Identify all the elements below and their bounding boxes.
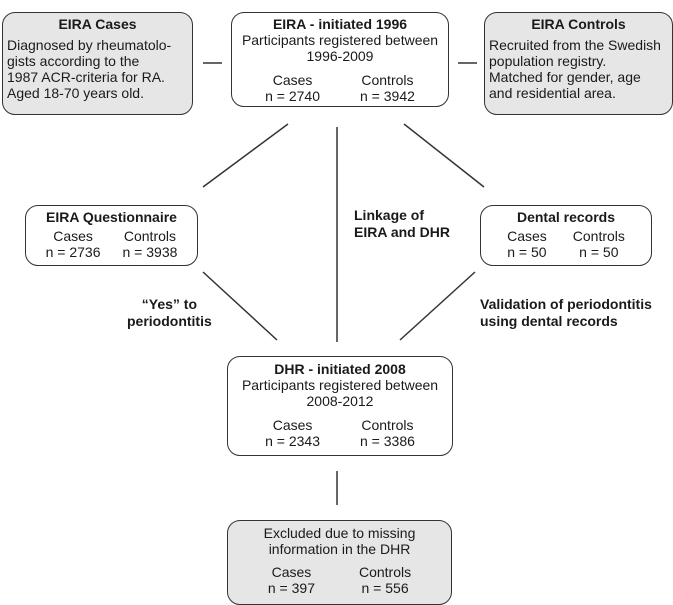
eira-controls-line: Recruited from the Swedish (489, 37, 661, 53)
excluded-line: information in the DHR (268, 541, 411, 557)
dental-cases-n: n = 50 (507, 244, 547, 260)
eira-controls-line: population registry. (489, 53, 607, 69)
yes-label-line: “Yes” to (141, 296, 198, 312)
excluded-controls-n: n = 556 (361, 580, 409, 596)
questionnaire-cases-label: Cases (53, 228, 93, 244)
excluded-box (227, 520, 452, 605)
linkage-label-line: Linkage of (354, 207, 425, 223)
excluded-cases-n: n = 397 (267, 580, 315, 596)
eira-main-cases-n: n = 2740 (265, 88, 320, 104)
eira-main-cases-label: Cases (272, 72, 313, 88)
dhr-subtitle: Participants registered between (241, 377, 439, 393)
validation-label-line: using dental records (480, 313, 618, 329)
eira-cases-line: Diagnosed by rheumatolo- (7, 37, 172, 53)
eira-cases-line: gists according to the (7, 53, 140, 69)
dhr-box (227, 356, 453, 456)
excluded-controls-label: Controls (358, 564, 412, 580)
dhr-controls-label: Controls (361, 417, 414, 433)
dhr-controls-n: n = 3386 (360, 433, 415, 449)
dhr-title: DHR - initiated 2008 (274, 361, 406, 377)
questionnaire-cases-n: n = 2736 (45, 244, 101, 260)
questionnaire-title: EIRA Questionnaire (46, 209, 177, 225)
dhr-subtitle: 2008-2012 (306, 393, 374, 409)
questionnaire-box (25, 205, 198, 266)
eira-cases-line: 1987 ACR-criteria for RA. (7, 69, 165, 85)
eira-main-box (231, 12, 449, 107)
eira-cases-title: EIRA Cases (58, 16, 137, 32)
linkage-label-line: EIRA and DHR (354, 224, 450, 240)
questionnaire-controls-n: n = 3938 (122, 244, 178, 260)
connector-dental-dhr (400, 272, 475, 340)
eira-controls-title: EIRA Controls (531, 16, 626, 32)
dental-records-box (480, 205, 652, 266)
excluded-cases-label: Cases (271, 564, 312, 580)
eira-controls-box (484, 12, 673, 115)
yes-periodontitis-label (127, 296, 212, 330)
excluded-line: Excluded due to missing (263, 525, 416, 541)
eira-main-controls-n: n = 3942 (360, 88, 415, 104)
eira-cases-line: Aged 18-70 years old. (7, 85, 144, 101)
eira-main-controls-label: Controls (361, 72, 414, 88)
connector-questionnaire-dhr (203, 272, 277, 340)
connector-main-dental (404, 124, 484, 187)
yes-label-line: periodontitis (127, 313, 212, 329)
linkage-label (354, 207, 450, 241)
dental-cases-label: Cases (507, 228, 547, 244)
dhr-cases-label: Cases (272, 417, 313, 433)
questionnaire-controls-label: Controls (123, 228, 177, 244)
validation-label-line: Validation of periodontitis (480, 296, 652, 312)
eira-cases-box (2, 12, 193, 115)
validation-label (480, 296, 652, 330)
dental-controls-n: n = 50 (579, 244, 619, 260)
connector-main-questionnaire (203, 124, 288, 187)
dental-controls-label: Controls (572, 228, 625, 244)
eira-main-title: EIRA - initiated 1996 (272, 16, 408, 32)
eira-controls-line: and residential area. (489, 85, 616, 101)
eira-main-subtitle: 1996-2009 (306, 48, 374, 64)
eira-main-subtitle: Participants registered between (241, 32, 439, 48)
eira-controls-line: Matched for gender, age (489, 69, 641, 85)
dental-records-title: Dental records (516, 209, 616, 225)
dhr-cases-n: n = 2343 (265, 433, 320, 449)
